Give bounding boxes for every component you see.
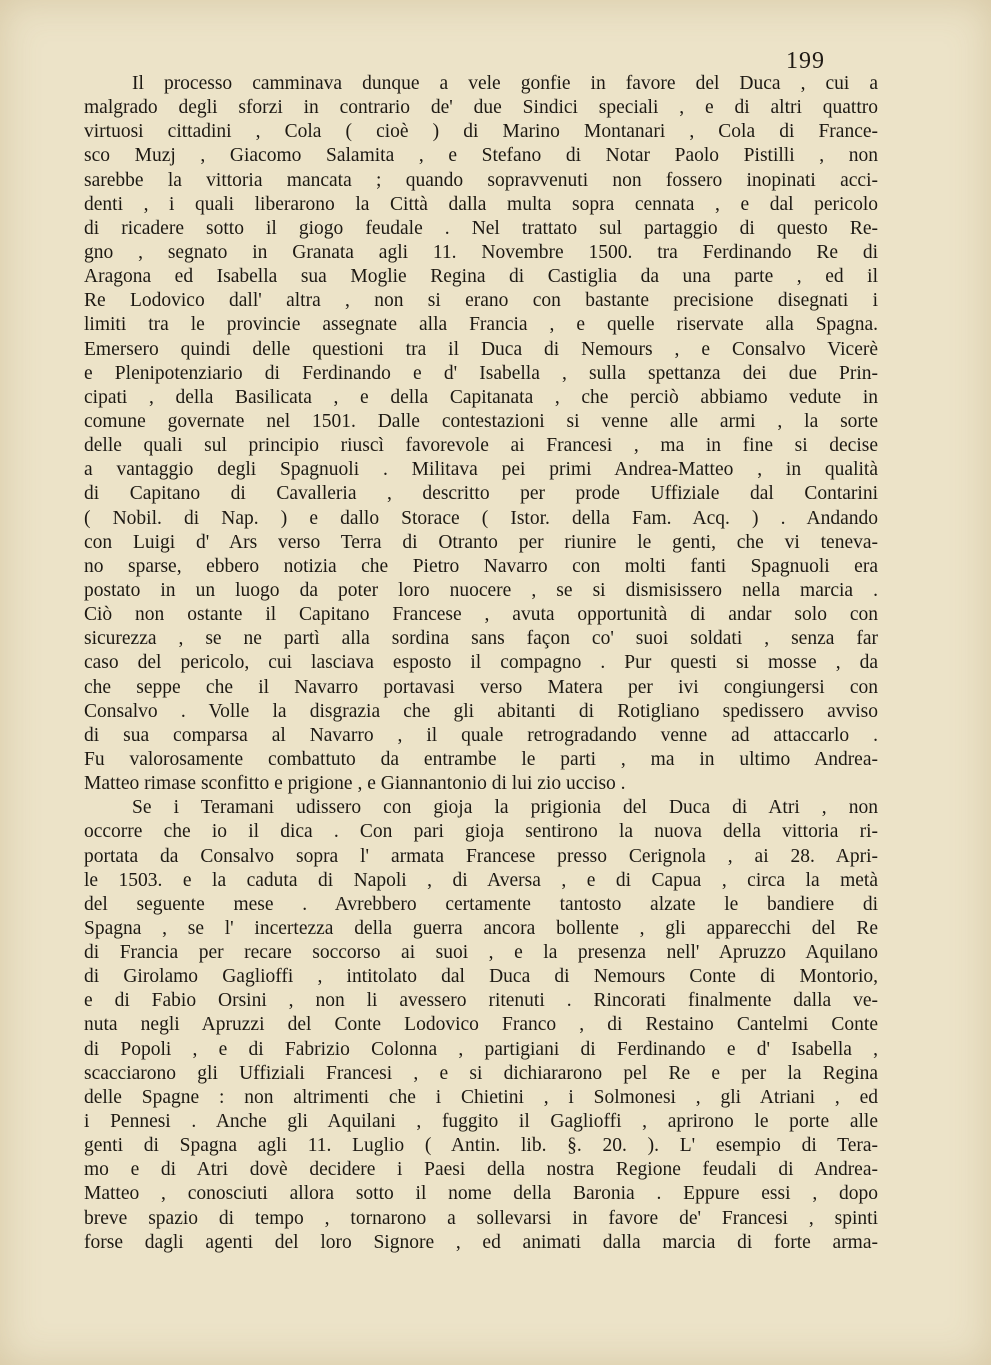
- text-line: denti , i quali liberarono la Città dalla multa sopra cennata , e dal pericolo: [84, 193, 878, 215]
- text-line: di Girolamo Gaglioffi , intitolato dal Duca di Nemours Conte di Montorio,: [84, 966, 878, 988]
- text-line: ( Nobil. di Nap. ) e dallo Storace ( Istor. della Fam. Acq. ) . Andando: [84, 507, 878, 529]
- text-line: comune governate nel 1501. Dalle contestazioni si venne alle armi , la sorte: [84, 410, 878, 432]
- text-line: e Plenipotenziario di Ferdinando e d' Isabella , sulla spettanza dei due Prin-: [84, 362, 878, 384]
- text-line: Matteo rimase sconfitto e prigione , e Giannantonio di lui zio ucciso .: [84, 773, 626, 795]
- text-line: sarebbe la vittoria mancata ; quando sopravvenuti non fossero inopinati acci-: [84, 169, 878, 191]
- text-line: portata da Consalvo sopra l' armata Francese presso Cerignola , ai 28. Apri-: [84, 845, 878, 867]
- text-line: genti di Spagna agli 11. Luglio ( Antin. lib. §. 20. ). L' esempio di Tera-: [84, 1135, 878, 1157]
- text-line: occorre che io il dica . Con pari gioja sentirono la nuova della vittoria ri-: [84, 821, 878, 843]
- text-line: cipati , della Basilicata , e della Capitanata , che perciò abbiamo vedute in: [84, 386, 878, 408]
- text-line: delle Spagne : non altrimenti che i Chietini , i Solmonesi , gli Atriani , ed: [84, 1086, 878, 1108]
- text-line: sco Muzj , Giacomo Salamita , e Stefano di Notar Paolo Pistilli , non: [84, 145, 878, 167]
- text-line: caso del pericolo, cui lasciava esposto il compagno . Pur questi si mosse , da: [84, 652, 878, 674]
- page-number: 199: [786, 48, 825, 74]
- text-line: limiti tra le provincie assegnate alla Francia , e quelle riservate alla Spagna.: [84, 314, 878, 336]
- text-line: no sparse, ebbero notizia che Pietro Navarro con molti fanti Spagnuoli era: [84, 555, 878, 577]
- text-line: virtuosi cittadini , Cola ( cioè ) di Marino Montanari , Cola di France-: [84, 121, 878, 143]
- text-line: forse dagli agenti del loro Signore , ed animati dalla marcia di forte arma-: [84, 1231, 878, 1253]
- text-line: di Popoli , e di Fabrizio Colonna , partigiani di Ferdinando e d' Isabella ,: [84, 1038, 878, 1060]
- text-line: a vantaggio degli Spagnuoli . Militava pei primi Andrea-Matteo , in qualità: [84, 459, 878, 481]
- text-line: delle quali sul principio riuscì favorevole ai Francesi , ma in fine si decise: [84, 435, 878, 457]
- text-line: Emersero quindi delle questioni tra il Duca di Nemours , e Consalvo Vicerè: [84, 338, 878, 360]
- text-line: di sua comparsa al Navarro , il quale retrogradando venne ad attaccarlo .: [84, 724, 878, 746]
- text-line: Consalvo . Volle la disgrazia che gli abitanti di Rotigliano spedissero avviso: [84, 700, 878, 722]
- text-line: scacciarono gli Uffiziali Francesi , e si dichiararono pel Re e per la Regina: [84, 1062, 878, 1084]
- text-line: postato in un luogo da poter loro nuocere , se si dismisissero nella marcia .: [84, 579, 878, 601]
- text-line: malgrado degli sforzi in contrario de' due Sindici speciali , e di altri quattro: [84, 97, 878, 119]
- text-line: Se i Teramani udissero con gioja la prigionia del Duca di Atri , non: [132, 797, 878, 819]
- text-line: Fu valorosamente combattuto da entrambe le parti , ma in ultimo Andrea-: [84, 748, 878, 770]
- text-line: Matteo , conosciuti allora sotto il nome della Baronia . Eppure essi , dopo: [84, 1183, 878, 1205]
- text-line: gno , segnato in Granata agli 11. Novembre 1500. tra Ferdinando Re di: [84, 241, 878, 263]
- text-line: le 1503. e la caduta di Napoli , di Aversa , e di Capua , circa la metà: [84, 869, 878, 891]
- body-text: [84, 72, 878, 1255]
- text-line: nuta negli Apruzzi del Conte Lodovico Franco , di Restaino Cantelmi Conte: [84, 1014, 878, 1036]
- text-line: sicurezza , se ne partì alla sordina sans façon co' suoi soldati , senza far: [84, 628, 878, 650]
- text-line: mo e di Atri dovè decidere i Paesi della nostra Regione feudali di Andrea-: [84, 1159, 878, 1181]
- text-line: che seppe che il Navarro portavasi verso Matera per ivi congiungersi con: [84, 676, 878, 698]
- text-line: Aragona ed Isabella sua Moglie Regina di Castiglia da una parte , ed il: [84, 266, 878, 288]
- text-line: Il processo camminava dunque a vele gonfie in favore del Duca , cui a: [132, 73, 878, 94]
- text-line: Re Lodovico dall' altra , non si erano con bastante precisione disegnati i: [84, 290, 878, 312]
- text-line: Ciò non ostante il Capitano Francese , avuta opportunità di andar solo con: [84, 604, 878, 626]
- text-line: di Capitano di Cavalleria , descritto per prode Uffiziale dal Contarini: [84, 483, 878, 505]
- text-line: e di Fabio Orsini , non li avessero ritenuti . Rincorati finalmente dalla ve-: [84, 990, 878, 1012]
- text-line: di Francia per recare soccorso ai suoi , e la presenza nell' Apruzzo Aquilano: [84, 942, 878, 964]
- text-line: breve spazio di tempo , tornarono a sollevarsi in favore de' Francesi , spinti: [84, 1207, 878, 1229]
- text-line: i Pennesi . Anche gli Aquilani , fuggito il Gaglioffi , aprirono le porte alle: [84, 1111, 878, 1133]
- text-line: di ricadere sotto il giogo feudale . Nel trattato sul partaggio di questo Re-: [84, 217, 878, 239]
- text-line: del seguente mese . Avrebbero certamente tantosto alzate le bandiere di: [84, 893, 878, 915]
- text-line: Spagna , se l' incertezza della guerra ancora bollente , gli apparecchi del Re: [84, 917, 878, 939]
- text-line: con Luigi d' Ars verso Terra di Otranto per riunire le genti, che vi teneva-: [84, 531, 878, 553]
